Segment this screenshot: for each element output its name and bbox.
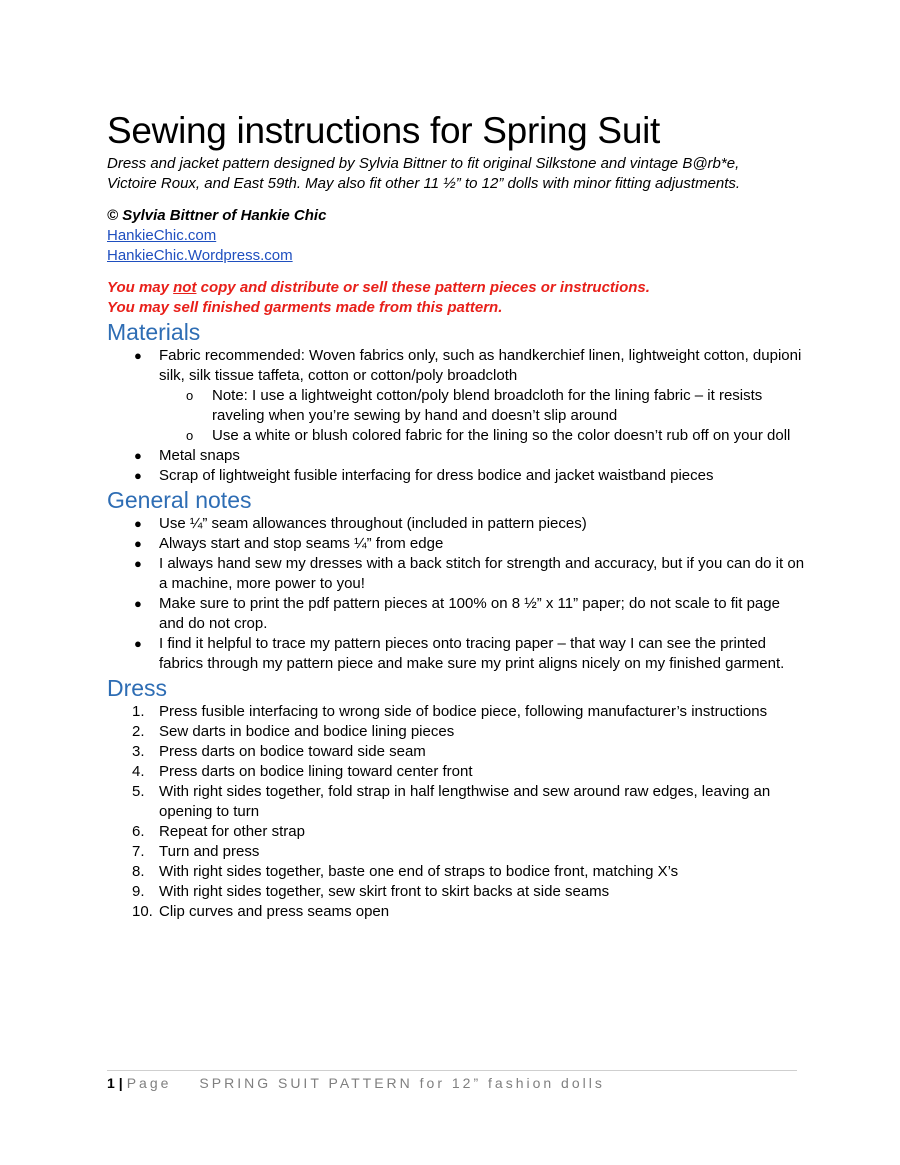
materials-list xyxy=(107,346,807,486)
bullet-icon: ● xyxy=(134,516,142,531)
bullet-icon: ● xyxy=(134,536,142,551)
warning-line-1 xyxy=(107,279,650,296)
list-item xyxy=(107,514,807,534)
copyright-notice: © Sylvia Bittner of Hankie Chic xyxy=(107,207,327,224)
step-number: 3. xyxy=(132,743,145,760)
step-number: 6. xyxy=(132,823,145,840)
warning-line-2: You may sell finished garments made from this pattern. xyxy=(107,299,503,316)
page-number: 1 xyxy=(107,1075,115,1091)
step-number: 5. xyxy=(132,783,145,800)
warning-text-post: copy and distribute or sell these pattern pieces or instructions. xyxy=(196,279,650,296)
footer-label: SPRING SUIT PATTERN for 12” fashion dolls xyxy=(199,1075,605,1091)
list-item xyxy=(107,722,807,742)
step-number: 7. xyxy=(132,843,145,860)
list-item xyxy=(107,742,807,762)
step-text: Sew darts in bodice and bodice lining pieces xyxy=(159,723,455,740)
step-number: 1. xyxy=(132,703,145,720)
step-text: With right sides together, baste one end of straps to bodice front, matching X’s xyxy=(159,863,679,880)
page-footer xyxy=(107,1070,797,1093)
list-item xyxy=(107,594,807,634)
list-item xyxy=(159,426,807,446)
list-item xyxy=(107,782,807,822)
link-hankiechic-wordpress[interactable]: HankieChic.Wordpress.com xyxy=(107,247,293,264)
bullet-icon: ● xyxy=(134,448,142,463)
step-text: Press darts on bodice toward side seam xyxy=(159,743,426,760)
step-number: 8. xyxy=(132,863,145,880)
note-text: I always hand sew my dresses with a back stitch for strength and accuracy, but if you can do it on a machine, more power to you! xyxy=(159,555,805,592)
note-text: Always start and stop seams ¼” from edge xyxy=(159,535,444,552)
note-text: I find it helpful to trace my pattern pieces onto tracing paper – that way I can see the printed fabrics through my pattern piece and make sure my print aligns nicely on my finished garment. xyxy=(159,635,785,672)
list-item xyxy=(107,346,807,446)
list-item xyxy=(107,466,807,486)
step-text: With right sides together, fold strap in half lengthwise and sew around raw edges, leaving an opening to turn xyxy=(159,783,771,820)
list-item xyxy=(107,762,807,782)
step-number: 9. xyxy=(132,883,145,900)
materials-subitem-text: Use a white or blush colored fabric for the lining so the color doesn’t rub off on your doll xyxy=(212,427,791,444)
bullet-icon: ● xyxy=(134,468,142,483)
page-content xyxy=(107,108,807,922)
note-text: Use ¼” seam allowances throughout (included in pattern pieces) xyxy=(159,515,587,532)
link-hankiechic[interactable]: HankieChic.com xyxy=(107,227,217,244)
materials-item-text: Scrap of lightweight fusible interfacing for dress bodice and jacket waistband pieces xyxy=(159,467,714,484)
list-item xyxy=(107,862,807,882)
copy-warning xyxy=(107,278,807,318)
materials-subitem-text: Note: I use a lightweight cotton/poly blend broadcloth for the lining fabric – it resists raveling when you’re sewing by hand and doesn’t slip around xyxy=(212,387,763,424)
list-item xyxy=(107,822,807,842)
list-item xyxy=(107,842,807,862)
list-item xyxy=(107,554,807,594)
step-number: 4. xyxy=(132,763,145,780)
dress-heading: Dress xyxy=(107,675,168,701)
step-number: 2. xyxy=(132,723,145,740)
sub-bullet-icon: o xyxy=(186,428,194,443)
note-text: Make sure to print the pdf pattern pieces at 100% on 8 ½” x 11” paper; do not scale to fit page and do not crop. xyxy=(159,595,780,632)
bullet-icon: ● xyxy=(134,556,142,571)
list-item xyxy=(107,882,807,902)
materials-sublist xyxy=(159,386,807,446)
step-text: With right sides together, sew skirt front to skirt backs at side seams xyxy=(159,883,610,900)
sub-bullet-icon: o xyxy=(186,388,194,403)
warning-emphasis: not xyxy=(173,279,197,296)
materials-heading: Materials xyxy=(107,319,201,345)
step-text: Press fusible interfacing to wrong side of bodice piece, following manufacturer’s instructions xyxy=(159,703,768,720)
step-text: Clip curves and press seams open xyxy=(159,903,390,920)
step-text: Repeat for other strap xyxy=(159,823,305,840)
subtitle-line-2: Victoire Roux, and East 59th. May also fit other 11 ½” to 12” dolls with minor fitting adjustments. xyxy=(107,175,741,192)
step-number: 10. xyxy=(132,903,153,920)
warning-text-pre: You may xyxy=(107,279,174,296)
document-title: Sewing instructions for Spring Suit xyxy=(107,110,660,151)
bullet-icon: ● xyxy=(134,348,142,363)
list-item xyxy=(107,634,807,674)
page-word: Page xyxy=(126,1075,172,1091)
general-notes-list xyxy=(107,514,807,674)
list-item xyxy=(107,702,807,722)
bullet-icon: ● xyxy=(134,596,142,611)
list-item xyxy=(159,386,807,426)
bullet-icon: ● xyxy=(134,636,142,651)
document-subtitle xyxy=(107,154,807,194)
footer-text xyxy=(107,1073,797,1093)
materials-item-text: Fabric recommended: Woven fabrics only, such as handkerchief linen, lightweight cotton, dupioni silk, silk tissue taffeta, cotton or cotton/poly broadcloth xyxy=(159,347,802,384)
subtitle-line-1: Dress and jacket pattern designed by Sylvia Bittner to fit original Silkstone and vintage B@rb*e, xyxy=(107,155,740,172)
footer-separator: | xyxy=(118,1075,123,1091)
step-text: Press darts on bodice lining toward center front xyxy=(159,763,473,780)
list-item xyxy=(107,534,807,554)
list-item xyxy=(107,446,807,466)
dress-steps-list xyxy=(107,702,807,922)
general-notes-heading: General notes xyxy=(107,487,252,513)
list-item xyxy=(107,902,807,922)
materials-item-text: Metal snaps xyxy=(159,447,240,464)
step-text: Turn and press xyxy=(159,843,260,860)
